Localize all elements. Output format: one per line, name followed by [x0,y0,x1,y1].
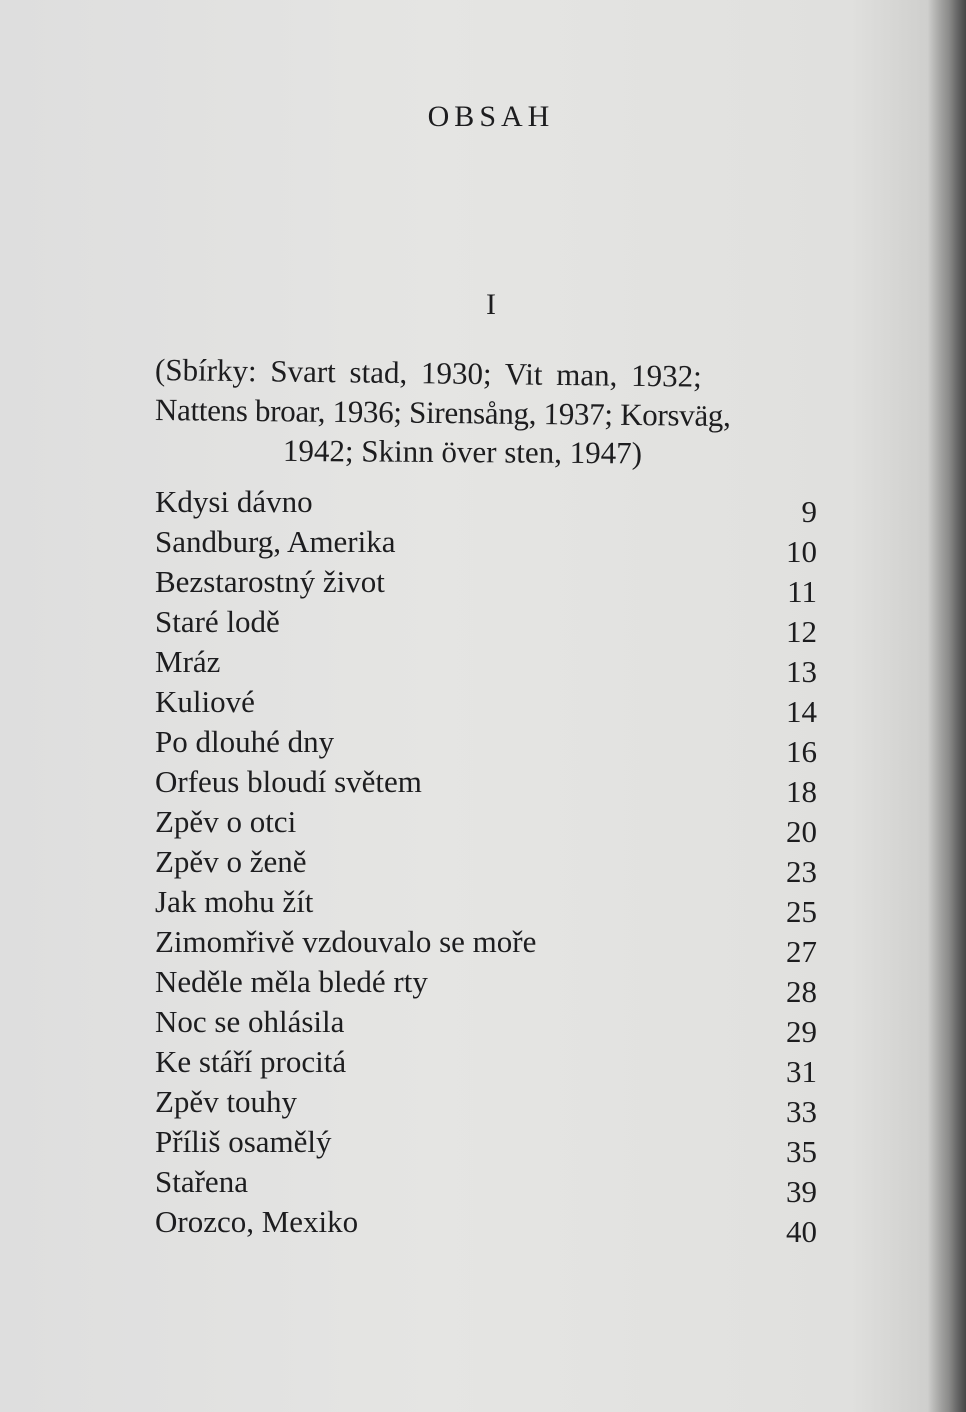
toc-entry [155,882,825,929]
toc-page-number: 23 [786,854,817,889]
toc-title: Jak mohu žít [155,884,314,919]
toc-page-number: 27 [786,934,817,969]
toc-entry [155,762,825,809]
toc-page-number: 10 [786,534,817,569]
toc-page-number: 16 [786,734,817,769]
toc-entry [155,482,825,529]
toc-page-number: 12 [786,614,817,649]
toc-entry [155,602,825,649]
page-heading: OBSAH [427,100,555,133]
toc-title: Ke stáří procitá [155,1044,347,1079]
toc-title: Mráz [155,644,221,679]
toc-page-number: 35 [786,1134,817,1169]
toc-title: Staré lodě [155,604,280,639]
toc-page-number: 39 [786,1174,817,1209]
toc-entry [155,642,825,689]
toc-entry [155,962,825,1009]
toc-title: Sandburg, Amerika [155,524,396,559]
toc-title: Po dlouhé dny [155,724,335,759]
toc-entry [155,1002,825,1049]
toc-title: Zpěv o ženě [155,844,307,879]
toc-entry [155,682,825,729]
collections-note [155,350,825,470]
toc-entry [155,842,825,889]
collections-line: (Sbírky: Svart stad, 1930; Vit man, 1932; [154,352,702,394]
collections-line: Nattens broar, 1936; Sirensång, 1937; Korsväg, [154,392,731,434]
toc-title: Stařena [155,1164,248,1199]
toc-page-number: 31 [786,1054,817,1089]
toc-entry [155,522,825,569]
toc-title: Orfeus bloudí světem [155,764,422,799]
toc-entry [155,1122,825,1169]
toc-page-number: 9 [801,494,817,529]
toc-page-number: 20 [786,814,817,849]
toc-entry [155,1202,825,1249]
toc-title: Příliš osamělý [155,1124,332,1159]
toc-entry [155,722,825,769]
toc-title: Noc se ohlásila [155,1004,345,1039]
toc-page-number: 11 [787,574,817,609]
toc-title: Kdysi dávno [155,484,313,519]
page-edge-shadow [928,0,966,1412]
section-number: I [486,288,496,321]
toc-page-number: 18 [786,774,817,809]
toc-page-number: 40 [786,1214,817,1249]
toc-entry [155,1082,825,1129]
toc-page-number: 13 [786,654,817,689]
toc-entry [155,1042,825,1089]
toc-title: Zimomřivě vzdouvalo se moře [155,924,537,959]
toc-entry [155,1162,825,1209]
toc-page-number: 14 [786,694,817,729]
toc-title: Zpěv o otci [155,804,297,839]
toc-entry [155,922,825,969]
collections-line: 1942; Skinn över sten, 1947) [282,432,643,471]
toc-page-number: 33 [786,1094,817,1129]
toc-entry [155,562,825,609]
toc-title: Bezstarostný život [155,564,385,599]
toc-entry [155,802,825,849]
toc-page-number: 25 [786,894,817,929]
toc-title: Kuliové [155,684,255,719]
toc-page-number: 29 [786,1014,817,1049]
toc-page-number: 28 [786,974,817,1009]
toc-title: Orozco, Mexiko [155,1204,359,1239]
toc-title: Neděle měla bledé rty [155,964,428,999]
table-of-contents [155,482,825,1249]
toc-title: Zpěv touhy [155,1084,298,1119]
